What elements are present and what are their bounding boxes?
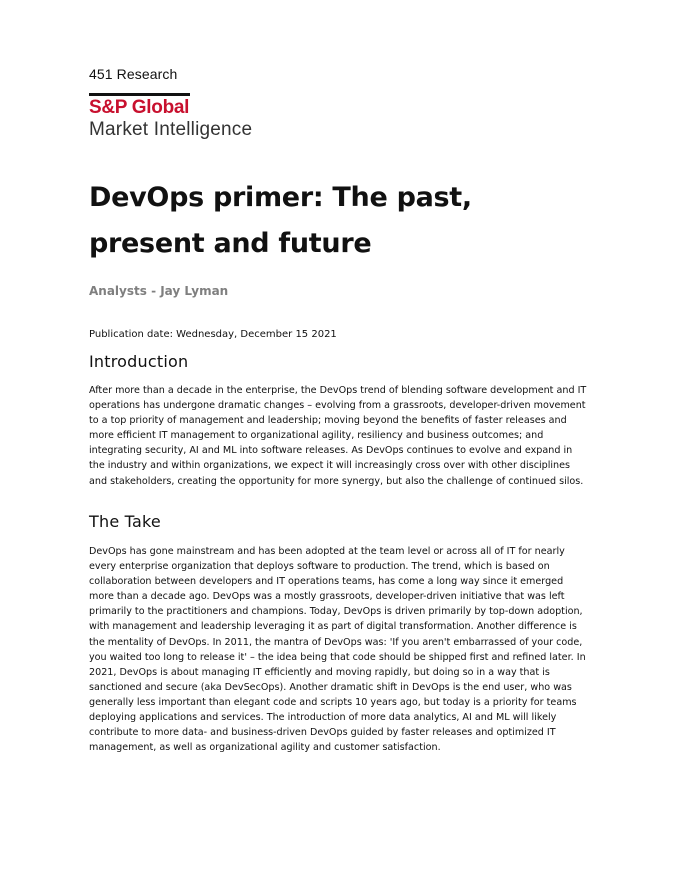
the-take-paragraph: DevOps has gone mainstream and has been adopted at the team level or across all of IT for nearly every enterprise organization that deploys software to production. The trend, which is based on collaboration between developers and IT operations teams, has come a long way since it emerged more than a decade ago. DevOps was a mostly grassroots, developer-driven initiative that was left primarily to the practitioners and champions. Today, DevOps is driven primarily by top-down adoption, with management and leadership leveraging it as part of digital transformation. Another difference is the mentality of DevOps. In 2011, the mantra of DevOps was: 'If you aren't embarrassed of your code, you waited too long to release it' – the idea being that code should be shipped first and refined later. In 2021, DevOps is about managing IT efficiently and moving rapidly, but doing so in a way that is sanctioned and secure (aka DevSecOps). Another dramatic shift in DevOps is the end user, who was generally less important than elegant code and scripts 10 years ago, but today is a priority for teams deploying applications and services. The introduction of more data analytics, AI and ML will likely contribute to more data- and business-driven DevOps guided by faster releases and optimized IT management, as well as organizational agility and customer satisfaction. (89, 546, 586, 754)
introduction-heading: Introduction (89, 352, 189, 371)
research-label: 451 Research (89, 66, 178, 82)
document-title: DevOps primer: The past, present and future (89, 182, 472, 259)
publication-date: Publication date: Wednesday, December 15 2021 (89, 329, 337, 340)
the-take-heading: The Take (89, 512, 161, 531)
market-intelligence-label: Market Intelligence (89, 119, 253, 140)
brand-divider (89, 93, 190, 96)
introduction-paragraph: After more than a decade in the enterprise, the DevOps trend of blending software development and IT operations has undergone dramatic changes – evolving from a grassroots, developer-driven movement to a top priority of management and leadership; moving beyond the benefits of faster releases and more efficient IT management to organizational agility, resiliency and business outcomes; and integrating security, AI and ML into software releases. As DevOps continues to evolve and expand in the industry and within organizations, we expect it will increasingly cross over with other disciplines and stakeholders, creating the opportunity for more synergy, but also the challenge of continued silos. (89, 385, 587, 487)
analysts-line: Analysts - Jay Lyman (89, 284, 229, 298)
sp-global-logo: S&P Global (89, 97, 190, 118)
